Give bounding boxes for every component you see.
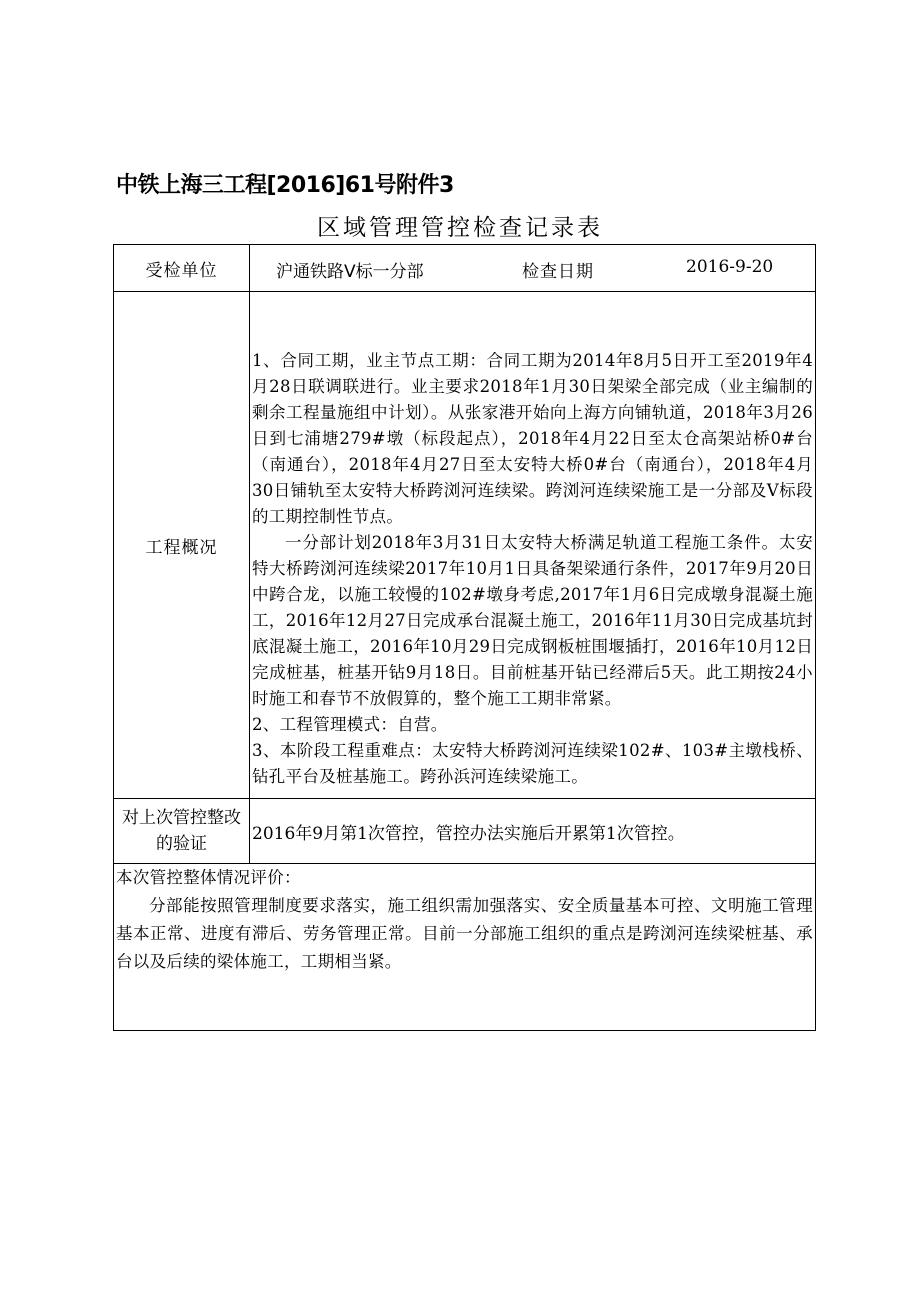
- verification-label: 对上次管控整改的验证: [114, 799, 250, 864]
- inspected-unit-value: 沪通铁路Ⅴ标一分部: [276, 262, 424, 282]
- overview-paragraph: 1、合同工期，业主节点工期：合同工期为2014年8月5日开工至2019年4月28日联调联进行。业主要求2018年1月30日架梁全部完成（业主编制的剩余工程量施组中计划）。从张家港开始向上海方向铺轨道，2018年3月26日到七浦塘279#墩（标段起点），2018年4月22日至太仓高架站桥0#台（南通台），2018年4月27日至太安特大桥0#台（南通台），2018年4月30日铺轨至太安特大桥跨浏河连续梁。跨浏河连续梁施工是一分部及Ⅴ标段的工期控制性节点。: [252, 351, 813, 526]
- inspected-unit-label: 受检单位: [114, 245, 250, 292]
- evaluation-cell: [114, 864, 816, 1031]
- overview-content: [250, 292, 816, 799]
- overview-paragraph: 2、工程管理模式：自营。: [252, 715, 448, 734]
- evaluation-text: 分部能按照管理制度要求落实，施工组织需加强落实、安全质量基本可控、文明施工管理基本正常、进度有滞后、劳务管理正常。目前一分部施工组织的重点是跨浏河连续梁桩基、承台以及后续的梁体施工，工期相当紧。: [116, 896, 813, 971]
- evaluation-label: 本次管控整体情况评价：: [116, 868, 301, 887]
- unit-and-date-cell: [250, 245, 816, 292]
- check-date-label: 检查日期: [522, 262, 594, 282]
- overview-label: 工程概况: [114, 292, 250, 799]
- verification-value: 2016年9月第1次管控，管控办法实施后开累第1次管控。: [250, 799, 816, 864]
- attachment-reference: 中铁上海三工程[2016]61号附件3: [116, 173, 454, 198]
- inspection-record-table: [113, 244, 816, 1031]
- check-date-value: 2016-9-20: [686, 257, 774, 277]
- overview-paragraph: 3、本阶段工程重难点：太安特大桥跨浏河连续梁102#、103#主墩栈桥、钻孔平台及桩基施工。跨孙浜河连续梁施工。: [252, 741, 813, 786]
- form-title: 区域管理管控检查记录表: [317, 215, 603, 241]
- overview-paragraph: 一分部计划2018年3月31日太安特大桥满足轨道工程施工条件。太安特大桥跨浏河连续梁2017年10月1日具备架梁通行条件，2017年9月20日中跨合龙，以施工较慢的102#墩身考虑,2017年1月6日完成墩身混凝土施工，2016年12月27日完成承台混凝土施工，2016年11月30日完成基坑封底混凝土施工，2016年10月29日完成钢板桩围堰插打，2016年10月12日完成桩基，桩基开钻9月18日。目前桩基开钻已经滞后5天。此工期按24小时施工和春节不放假算的，整个施工工期非常紧。: [252, 533, 813, 708]
